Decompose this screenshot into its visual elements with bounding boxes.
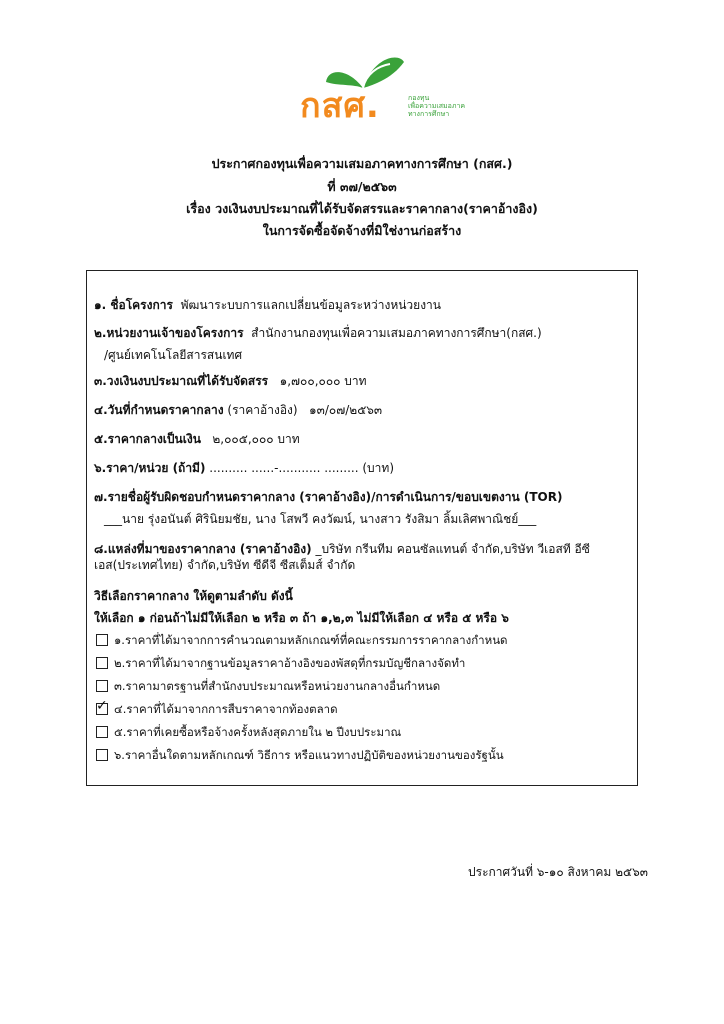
price-source-row: ๘.แหล่งที่มาของราคากลาง (ราคาอ้างอิง) _บริษัท กรีนทีม คอนซัลแทนต์ จำกัด,บริษัท วีเอสที อีซีเอส(ประเทศไทย) จำกัด,บริษัท ซีดีจี ซีสเต็มส์ จำกัด (94, 542, 590, 572)
announcement-number: ที่ ๓๗/๒๕๖๓ (327, 179, 397, 194)
option-6: ๖.ราคาอื่นใดตามหลักเกณฑ์ วิธีการ หรือแนวทางปฏิบัติของหน่วยงานของรัฐนั้น (96, 747, 504, 763)
unit-price-row: ๖.ราคา/หน่วย (ถ้ามี) .......... ......-........... ......... (บาท) (94, 461, 395, 475)
organization-logo (300, 48, 480, 128)
checkbox-option-3[interactable] (96, 680, 108, 692)
logo-text: กสศ. (300, 86, 380, 126)
checkbox-option-5[interactable] (96, 726, 108, 738)
median-price-row: ๕.ราคากลางเป็นเงิน ๒,๐๐๕,๐๐๐ บาท (94, 432, 300, 446)
method-instruction: ให้เลือก ๑ ก่อนถ้าไม่มีให้เลือก ๒ หรือ ๓ ถ้า ๑,๒,๓ ไม่มีให้เลือก ๔ หรือ ๕ หรือ ๖ (94, 611, 509, 625)
logo-subtitle: กองทุน เพื่อความเสมอภาค ทางการศึกษา (408, 94, 466, 118)
option-4: ✓ ๔.ราคาที่ได้มาจากการสืบราคาจากท้องตลาด (96, 698, 338, 716)
committee-names: ___นาย รุ่งอนันต์ ศิรินิยมชัย, นาง โสพวี คงวัฒน์, นางสาว รังสิมา ลิ้มเลิศพาณิชย์___ (104, 512, 537, 526)
date-row: ๔.วันที่กำหนดราคากลาง (ราคาอ้างอิง) ๑๓/๐๗/๒๕๖๓ (94, 403, 383, 417)
announcement-subject-2: ในการจัดซื้อจัดจ้างที่มิใช่งานก่อสร้าง (262, 223, 462, 238)
announcement-title: ประกาศกองทุนเพื่อความเสมอภาคทางการศึกษา (กสศ.) (211, 156, 513, 171)
checkbox-option-1[interactable] (96, 634, 108, 646)
checkbox-option-6[interactable] (96, 749, 108, 761)
committee-row: ๗.รายชื่อผู้รับผิดชอบกำหนดราคากลาง (ราคาอ้างอิง)/การดำเนินการ/ขอบเขตงาน (TOR) (94, 490, 563, 504)
project-row: ๑. ชื่อโครงการ พัฒนาระบบการแลกเปลี่ยนข้อมูลระหว่างหน่วยงาน (94, 298, 441, 312)
option-3: ๓.ราคามาตรฐานที่สำนักงบประมาณหรือหน่วยงานกลางอื่นกำหนด (96, 678, 440, 694)
checkbox-option-2[interactable] (96, 657, 108, 669)
owner-row-2: /ศูนย์เทคโนโลยีสารสนเทศ (104, 348, 243, 362)
method-title: วิธีเลือกราคากลาง ให้ดูตามลำดับ ดังนี้ (94, 589, 293, 603)
announcement-date: ประกาศวันที่ ๖-๑๐ สิงหาคม ๒๕๖๓ (468, 865, 648, 879)
check-icon: ✓ (96, 698, 108, 714)
option-5: ๕.ราคาที่เคยซื้อหรือจ้างครั้งหลังสุดภายใน ๒ ปีงบประมาณ (96, 724, 401, 740)
owner-row: ๒.หน่วยงานเจ้าของโครงการ สำนักงานกองทุนเพื่อความเสมอภาคทางการศึกษา(กสศ.) (94, 326, 542, 340)
announcement-subject: เรื่อง วงเงินงบประมาณที่ได้รับจัดสรรและราคากลาง(ราคาอ้างอิง) (186, 201, 538, 216)
checkbox-option-4[interactable] (96, 698, 108, 715)
option-1: ๑.ราคาที่ได้มาจากการคำนวณตามหลักเกณฑ์ที่คณะกรรมการราคากลางกำหนด (96, 632, 508, 648)
option-2: ๒.ราคาที่ได้มาจากฐานข้อมูลราคาอ้างอิงของพัสดุที่กรมบัญชีกลางจัดทำ (96, 655, 465, 671)
budget-row: ๓.วงเงินงบประมาณที่ได้รับจัดสรร ๑,๗๐๐,๐๐๐ บาท (94, 374, 367, 388)
